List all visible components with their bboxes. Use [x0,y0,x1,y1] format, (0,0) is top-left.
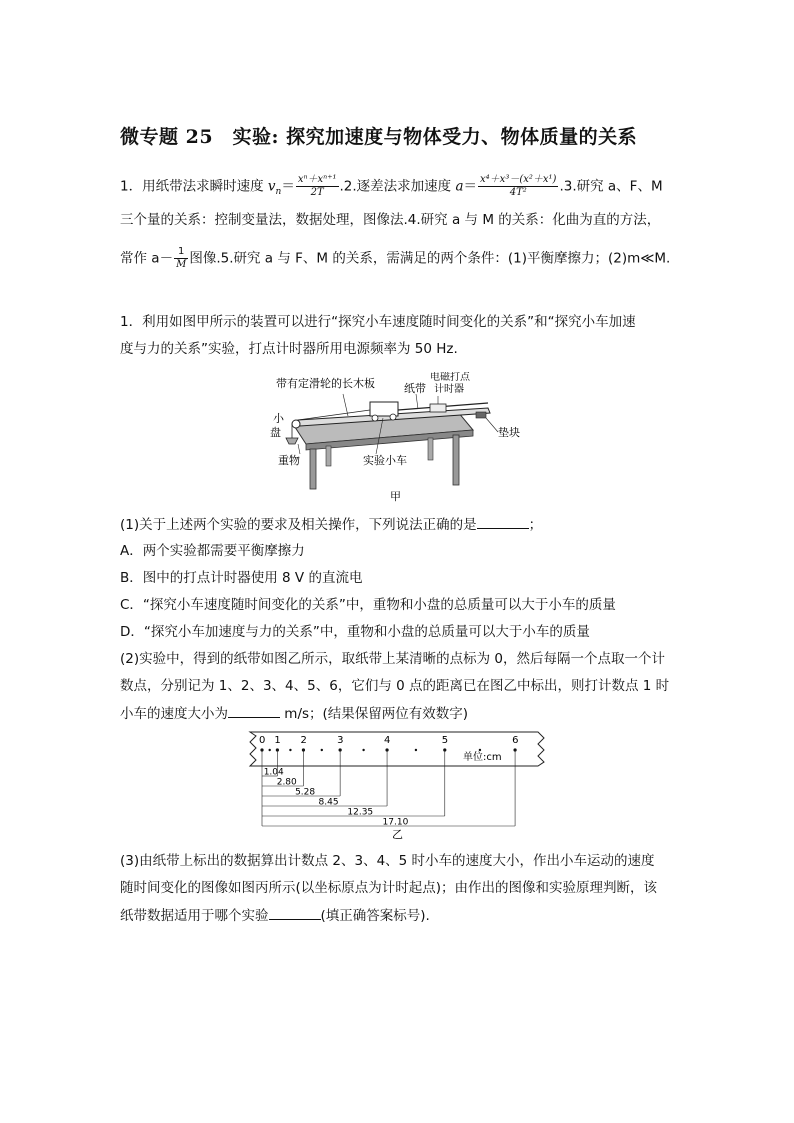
subquestion-3-line-3 [120,905,430,926]
summary-text: 常作 a－ [120,250,174,267]
velocity-fraction [296,174,339,199]
table-leg [453,435,459,485]
subquestion-text: ； [528,517,543,533]
dimension-label: 1.04 [263,767,284,778]
tray [286,438,298,444]
equals-sign: ＝ [281,178,295,195]
velocity-subscript: n [275,187,282,198]
velocity-symbol: v [267,178,276,195]
answer-blank[interactable] [269,905,321,920]
subquestion-text: m/s；(结果保留两位有效数字) [280,706,469,722]
question-line-1: 1．利用如图甲所示的装置可以进行“探究小车速度随时间变化的关系”和“探究小车加速 [120,314,636,330]
tape-diagram [248,730,548,842]
subquestion-1 [120,514,542,535]
tray-label-2: 盘 [270,426,281,439]
answer-blank[interactable] [477,514,529,529]
tape-point-label: 2 [300,735,307,746]
dimension-label: 5.28 [295,787,316,798]
figure-caption: 乙 [392,828,403,841]
board-label: 带有定滑轮的长木板 [276,377,375,390]
dimension-label: 17.10 [382,817,409,828]
fraction-denominator: M [176,259,187,270]
tape-point-label: 4 [384,735,391,746]
tape-figure [248,730,548,842]
summary-line-3 [120,246,670,271]
page-title: 微专题 25 实验: 探究加速度与物体受力、物体质量的关系 [120,126,638,148]
tape-dot [268,749,270,751]
fraction-denominator: 4T² [509,187,527,198]
fraction-numerator: 1 [174,246,188,259]
option-d: D．“探究小车加速度与力的关系”中，重物和小盘的总质量可以大于小车的质量 [120,624,590,640]
subquestion-text: (1)关于上述两个实验的要求及相关操作，下列说法正确的是 [120,517,477,533]
dimension-label: 8.45 [318,797,339,808]
leader-line [343,394,348,416]
table-leg [428,438,433,460]
tape-dot [362,749,364,751]
summary-text: 图像.5.研究 a 与 F、M 的关系，需满足的两个条件：(1)平衡摩擦力；(2)m≪M. [189,250,671,267]
tape-dot [479,749,481,751]
fraction-numerator: xⁿ＋xⁿ⁺¹ [297,174,337,185]
option-c: C．“探究小车速度随时间变化的关系”中，重物和小盘的总质量可以大于小车的质量 [120,597,616,613]
summary-line-2: 三个量的关系：控制变量法，数据处理，图像法.4.研究 a 与 M 的关系：化曲为直的方法， [120,212,661,228]
accel-fraction [478,174,558,199]
leader-line [298,444,300,454]
leader-line [486,418,498,432]
tape-point-label: 6 [512,735,519,746]
timer-label-1: 电磁打点 [430,372,470,383]
subquestion-2-line-1: (2)实验中，得到的纸带如图乙所示，取纸带上某清晰的点标为 0，然后每隔一个点取一个计 [120,651,666,667]
tape-point-label: 1 [274,735,281,746]
tape-dot [321,749,323,751]
option-b: B．图中的打点计时器使用 8 V 的直流电 [120,570,363,586]
inverse-mass-fraction [174,246,188,271]
table-leg [326,446,331,466]
wedge-block [476,412,486,418]
dimension-label: 2.80 [276,777,297,788]
figure-caption: 甲 [390,490,401,503]
tray-label-1: 小 [273,412,284,425]
unit-label: 单位:cm [463,752,502,763]
cart-label: 实验小车 [363,454,407,467]
subquestion-3-line-1: (3)由纸带上标出的数据算出计数点 2、3、4、5 时小车的速度大小，作出小车运动的速度 [120,853,655,869]
subquestion-2-line-3 [120,703,468,724]
leader-line [416,394,418,409]
dimension-label: 12.35 [347,807,374,818]
fraction-numerator: x⁴＋x³－(x²＋x¹) [480,174,557,185]
apparatus-diagram [258,372,538,504]
subquestion-text: (填正确答案标号). [320,908,430,924]
tape-dot [289,749,291,751]
answer-blank[interactable] [228,703,280,718]
summary-line-1: 1．用纸带法求瞬时速度 $v_n=$ $\frac{\text{xⁿ＋xⁿ⁺¹}}{2T}$ .2.逐差法求加速度 a＝ $\frac{\text{x⁴＋x³－(x²＋x¹)}}{\text{4T²}}$ .3.研究 a、F、M [120,174,663,198]
weight-label: 重物 [278,454,300,467]
cart-wheel [390,414,396,420]
timer-label-2: 计时器 [434,384,464,395]
tape-point-label: 0 [259,735,266,746]
table-leg [310,449,316,489]
question-line-2: 度与力的关系”实验，打点计时器所用电源频率为 50 Hz. [120,341,458,357]
subquestion-text: 纸带数据适用于哪个实验 [120,908,269,924]
block-label: 垫块 [498,426,520,439]
accel-symbol: a [455,178,464,195]
subquestion-2-line-2: 数点，分别记为 1、2、3、4、5、6，它们与 0 点的距离已在图乙中标出，则打计数点 1 时 [120,678,670,694]
summary-text: .3.研究 a、F、M [559,178,663,195]
tape-label: 纸带 [404,382,426,395]
summary-text: .2.逐差法求加速度 [339,178,456,195]
cart-wheel [372,415,378,421]
timer [430,404,446,412]
tape-dot [415,749,417,751]
apparatus-figure [258,372,538,504]
subquestion-text: 小车的速度大小为 [120,706,228,722]
pulley [292,420,300,428]
subquestion-3-line-2: 随时间变化的图像如图丙所示(以坐标原点为计时起点)；由作出的图像和实验原理判断，该 [120,880,658,896]
option-a: A．两个实验都需要平衡摩擦力 [120,543,305,559]
fraction-denominator: 2T [310,187,324,198]
tape-point-label: 3 [337,735,344,746]
summary-text: 1．用纸带法求瞬时速度 [120,178,268,195]
tape-point-label: 5 [441,735,449,746]
